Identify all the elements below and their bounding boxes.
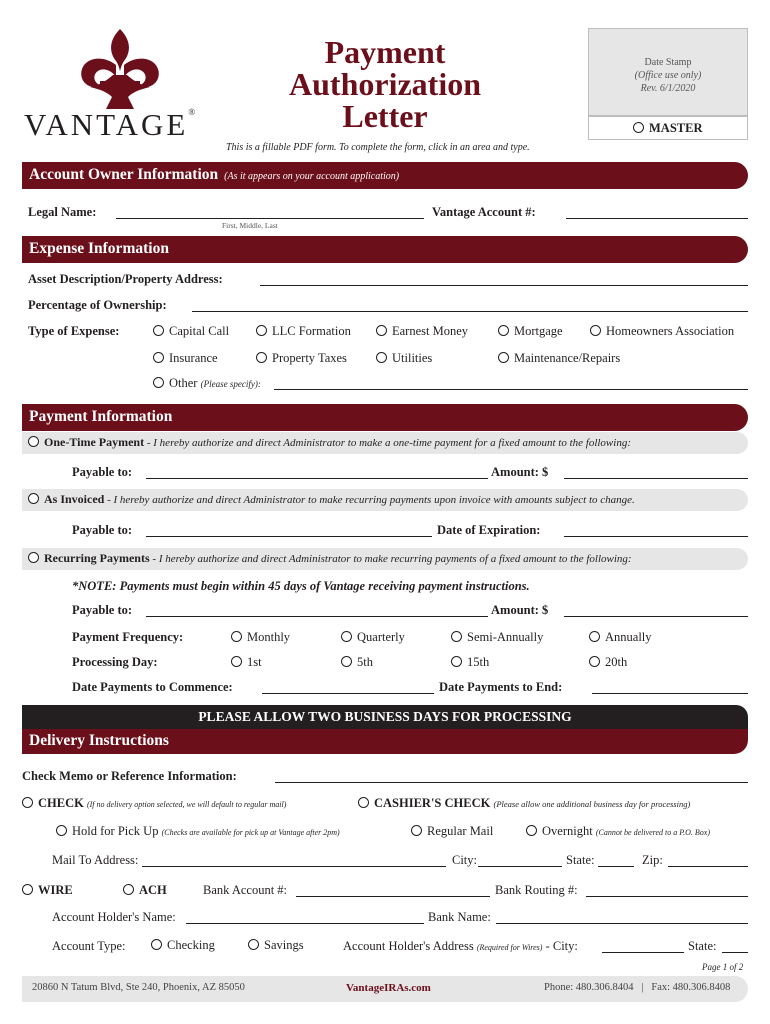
checking-label: Checking — [167, 938, 215, 952]
option-label: 5th — [357, 655, 373, 669]
city-label: City: — [452, 853, 478, 867]
holder-name-field[interactable] — [186, 923, 424, 924]
frequency-label: Payment Frequency: — [72, 630, 184, 644]
end-field[interactable] — [592, 693, 748, 694]
option-label: Utilities — [392, 351, 433, 365]
option-label: Capital Call — [169, 324, 230, 338]
legal-name-hint: First, Middle, Last — [222, 221, 278, 230]
bank-routing-field[interactable] — [586, 896, 748, 897]
processing-text: PLEASE ALLOW TWO BUSINESS DAYS FOR PROCESSING — [198, 709, 572, 724]
zip-field[interactable] — [668, 866, 748, 867]
as-invoiced-text: - I hereby authorize and direct Administrator to make recurring payments upon invoice with amounts subject to change. — [104, 494, 635, 506]
city-field[interactable] — [478, 866, 562, 867]
radio-icon[interactable] — [498, 325, 509, 336]
brand-name: VANTAGE — [24, 107, 189, 142]
radio-icon[interactable] — [526, 825, 537, 836]
day-5th[interactable] — [341, 655, 373, 670]
savings-label: Savings — [264, 938, 304, 952]
memo-label: Check Memo or Reference Information: — [22, 769, 237, 783]
expense-maintenance[interactable] — [498, 351, 620, 366]
radio-icon[interactable] — [451, 656, 462, 667]
expiration-label: Date of Expiration: — [437, 523, 541, 537]
checking-option[interactable] — [151, 938, 215, 953]
one-time-option[interactable] — [28, 435, 631, 450]
radio-icon[interactable] — [256, 325, 267, 336]
holder-city-field[interactable] — [602, 952, 684, 953]
commence-field[interactable] — [262, 693, 434, 694]
holder-state-label: State: — [688, 939, 717, 953]
payment-note: *NOTE: Payments must begin within 45 days of Vantage receiving payment instructions. — [72, 579, 530, 593]
expiration-field[interactable] — [564, 536, 748, 537]
payable-to-field-2[interactable] — [146, 536, 432, 537]
trademark-symbol: ® — [188, 107, 199, 117]
expense-llc-formation[interactable] — [256, 324, 351, 339]
radio-icon[interactable] — [231, 631, 242, 642]
date-stamp-label: Date Stamp — [644, 57, 692, 68]
vantage-logo — [20, 25, 220, 140]
page-title — [255, 36, 515, 132]
option-label: Insurance — [169, 351, 218, 365]
day-15th[interactable] — [451, 655, 489, 670]
bank-name-label: Bank Name: — [428, 910, 491, 924]
radio-icon[interactable] — [153, 352, 164, 363]
radio-icon[interactable] — [153, 377, 164, 388]
radio-icon[interactable] — [22, 884, 33, 895]
expense-other[interactable] — [153, 376, 261, 391]
option-label: Other — [169, 376, 198, 390]
payable-to-field-1[interactable] — [146, 478, 488, 479]
mail-address-label: Mail To Address: — [52, 853, 139, 867]
ownership-field[interactable] — [192, 311, 748, 312]
as-invoiced-option[interactable] — [28, 492, 635, 507]
title-line-3: Letter — [342, 98, 428, 134]
expense-utilities[interactable] — [376, 351, 432, 366]
footer-address: 20860 N Tatum Blvd, Ste 240, Phoenix, AZ 85050 — [32, 982, 245, 993]
holder-address-label — [343, 939, 578, 954]
master-label: MASTER — [649, 121, 703, 135]
title-line-1: Payment — [324, 34, 446, 70]
expense-mortgage[interactable] — [498, 324, 563, 339]
ownership-label: Percentage of Ownership: — [28, 298, 167, 312]
radio-icon[interactable] — [358, 797, 369, 808]
radio-icon[interactable] — [256, 352, 267, 363]
radio-icon[interactable] — [341, 631, 352, 642]
fillable-note: This is a fillable PDF form. To complete the form, click in an area and type. — [226, 142, 530, 153]
hold-pickup-option[interactable] — [56, 824, 340, 839]
vantage-account-field[interactable] — [566, 218, 748, 219]
regular-mail-option[interactable] — [411, 824, 493, 839]
option-label: Mortgage — [514, 324, 563, 338]
pickup-label: Hold for Pick Up — [72, 824, 159, 838]
cashiers-note: (Please allow one additional business day for processing) — [493, 799, 691, 809]
radio-icon[interactable] — [22, 797, 33, 808]
office-use-label: (Office use only) — [634, 70, 702, 81]
end-label: Date Payments to End: — [439, 680, 563, 694]
recurring-text: - I hereby authorize and direct Administrator to make recurring payments of a fixed amount to the following: — [149, 553, 632, 565]
date-stamp-box — [588, 28, 748, 116]
radio-icon[interactable] — [498, 352, 509, 363]
payable-to-label-2: Payable to: — [72, 523, 133, 537]
footer-bar — [22, 976, 748, 1002]
account-owner-subtitle: (As it appears on your account application) — [224, 171, 400, 182]
day-1st[interactable] — [231, 655, 262, 670]
bank-name-field[interactable] — [496, 923, 748, 924]
option-label: 15th — [467, 655, 490, 669]
expense-hoa[interactable] — [590, 324, 734, 339]
amount-label-1: Amount: $ — [491, 465, 549, 479]
day-20th[interactable] — [589, 655, 627, 670]
other-specify-field[interactable] — [274, 389, 748, 390]
holder-address-text: Account Holder's Address — [343, 939, 474, 953]
one-time-title: One-Time Payment — [44, 435, 145, 449]
option-label: Homeowners Association — [606, 324, 735, 338]
state-label: State: — [566, 853, 595, 867]
processing-banner — [22, 705, 748, 729]
other-hint: (Please specify): — [200, 379, 261, 389]
bank-account-field[interactable] — [296, 896, 490, 897]
expense-banner — [22, 236, 748, 263]
processing-day-label: Processing Day: — [72, 655, 158, 669]
account-owner-banner — [22, 162, 748, 189]
frequency-semi-annually[interactable] — [451, 630, 543, 645]
commence-label: Date Payments to Commence: — [72, 680, 233, 694]
frequency-quarterly[interactable] — [341, 630, 405, 645]
radio-icon[interactable] — [590, 325, 601, 336]
account-owner-title: Account Owner Information — [29, 166, 219, 183]
expense-insurance[interactable] — [153, 351, 218, 366]
vantage-account-label: Vantage Account #: — [432, 205, 536, 219]
radio-icon[interactable] — [28, 552, 39, 563]
radio-icon[interactable] — [451, 631, 462, 642]
radio-icon[interactable] — [411, 825, 422, 836]
recurring-option[interactable] — [28, 551, 632, 566]
radio-icon[interactable] — [231, 656, 242, 667]
radio-icon[interactable] — [153, 325, 164, 336]
radio-icon[interactable] — [589, 631, 600, 642]
savings-option[interactable] — [248, 938, 304, 953]
radio-icon[interactable] — [151, 939, 162, 950]
option-label: Quarterly — [357, 630, 405, 644]
zip-label: Zip: — [642, 853, 663, 867]
payment-title: Payment Information — [29, 408, 173, 425]
master-option[interactable] — [588, 116, 748, 140]
overnight-option[interactable] — [526, 824, 710, 839]
account-type-label: Account Type: — [52, 939, 126, 953]
bank-routing-label: Bank Routing #: — [495, 883, 578, 897]
check-label: CHECK — [38, 796, 84, 810]
amount-label-3: Amount: $ — [491, 603, 549, 617]
radio-icon[interactable] — [123, 884, 134, 895]
legal-name-label: Legal Name: — [28, 205, 97, 219]
ach-option[interactable] — [123, 883, 167, 898]
overnight-label: Overnight — [542, 824, 593, 838]
page-number: Page 1 of 2 — [702, 962, 744, 972]
payable-to-label-3: Payable to: — [72, 603, 133, 617]
radio-icon[interactable] — [376, 325, 387, 336]
payable-to-label-1: Payable to: — [72, 465, 133, 479]
delivery-banner — [22, 729, 748, 754]
option-label: 1st — [247, 655, 262, 669]
holder-city-label: - City: — [545, 939, 578, 953]
frequency-monthly[interactable] — [231, 630, 290, 645]
holder-address-note: (Required for Wires) — [476, 943, 543, 952]
mail-address-field[interactable] — [142, 866, 446, 867]
delivery-title: Delivery Instructions — [29, 732, 169, 749]
option-label: Annually — [605, 630, 652, 644]
cashiers-label: CASHIER'S CHECK — [374, 796, 491, 810]
radio-icon[interactable] — [589, 656, 600, 667]
memo-field[interactable] — [275, 782, 748, 783]
master-radio[interactable] — [633, 122, 644, 133]
amount-field-3[interactable] — [564, 616, 748, 617]
one-time-text: - I hereby authorize and direct Administrator to make a one-time payment for a fixed amount to the following: — [144, 437, 631, 449]
option-label: Earnest Money — [392, 324, 469, 338]
check-note: (If no delivery option selected, we will default to regular mail) — [86, 800, 287, 809]
cashiers-check-option[interactable] — [358, 796, 690, 811]
option-label: Monthly — [247, 630, 291, 644]
state-field[interactable] — [598, 866, 634, 867]
wire-label: WIRE — [38, 883, 73, 897]
holder-state-field[interactable] — [722, 952, 748, 953]
radio-icon[interactable] — [341, 656, 352, 667]
revision-label: Rev. 6/1/2020 — [640, 83, 696, 94]
footer-website[interactable]: VantageIRAs.com — [346, 982, 431, 994]
radio-icon[interactable] — [56, 825, 67, 836]
frequency-annually[interactable] — [589, 630, 652, 645]
option-label: Semi-Annually — [467, 630, 544, 644]
as-invoiced-title: As Invoiced — [44, 492, 105, 506]
radio-icon[interactable] — [28, 493, 39, 504]
pickup-note: (Checks are available for pick up at Vantage after 2pm) — [161, 828, 340, 837]
option-label: 20th — [605, 655, 628, 669]
recurring-title: Recurring Payments — [44, 551, 150, 565]
wire-option[interactable] — [22, 883, 73, 898]
radio-icon[interactable] — [28, 436, 39, 447]
expense-property-taxes[interactable] — [256, 351, 347, 366]
bank-account-label: Bank Account #: — [203, 883, 288, 897]
title-line-2: Authorization — [289, 66, 481, 102]
holder-name-label: Account Holder's Name: — [52, 910, 176, 924]
expense-type-label: Type of Expense: — [28, 324, 120, 338]
amount-field-1[interactable] — [564, 478, 748, 479]
check-option[interactable] — [22, 796, 286, 811]
payment-banner — [22, 404, 748, 431]
asset-description-field[interactable] — [260, 285, 748, 286]
expense-title: Expense Information — [29, 240, 169, 257]
overnight-note: (Cannot be delivered to a P.O. Box) — [595, 828, 711, 837]
payable-to-field-3[interactable] — [146, 616, 488, 617]
radio-icon[interactable] — [376, 352, 387, 363]
ach-label: ACH — [139, 883, 167, 897]
asset-description-label: Asset Description/Property Address: — [28, 272, 223, 286]
radio-icon[interactable] — [248, 939, 259, 950]
expense-earnest-money[interactable] — [376, 324, 468, 339]
footer-contact: Phone: 480.306.8404 | Fax: 480.306.8408 — [544, 982, 731, 993]
regular-label: Regular Mail — [427, 824, 494, 838]
option-label: Property Taxes — [272, 351, 347, 365]
legal-name-field[interactable] — [116, 218, 424, 219]
fleur-de-lis-icon — [20, 25, 220, 110]
expense-capital-call[interactable] — [153, 324, 229, 339]
option-label: LLC Formation — [272, 324, 351, 338]
option-label: Maintenance/Repairs — [514, 351, 621, 365]
